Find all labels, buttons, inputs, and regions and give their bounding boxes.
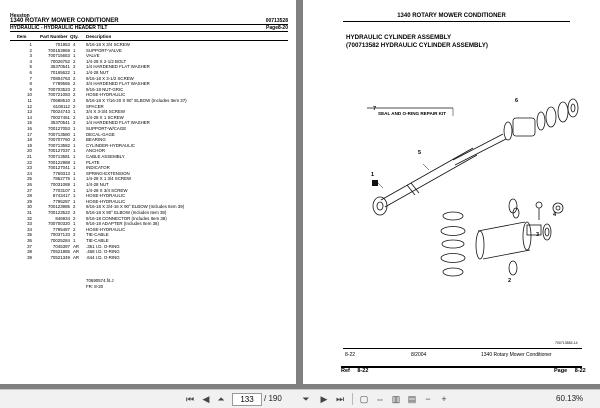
- part-item: 4: [29, 58, 32, 64]
- page-total: / 190: [264, 394, 282, 403]
- zoom-in-button[interactable]: [438, 393, 450, 405]
- part-item: 28: [27, 193, 32, 199]
- brand-name: Hesston: [10, 13, 30, 19]
- part-desc: SUPPORT-VALVE: [86, 47, 122, 53]
- part-desc: .351 I.D. O-RING: [86, 243, 120, 249]
- bottom-page: [554, 368, 586, 374]
- last-page-icon: ⏭: [335, 394, 345, 404]
- part-item: 22: [27, 159, 32, 165]
- part-item: 9: [29, 86, 32, 92]
- part-qty: 2: [73, 103, 76, 109]
- part-item: 20: [27, 148, 32, 154]
- part-qty: 1: [73, 53, 76, 59]
- part-qty: 1: [73, 154, 76, 159]
- part-desc: HOSE-HYDRAULIC: [86, 92, 126, 98]
- part-number: 846934: [55, 215, 70, 221]
- part-item: 1: [29, 42, 32, 47]
- part-qty: AR: [73, 243, 80, 249]
- prev-page-button[interactable]: [200, 393, 212, 405]
- callout-3: 3: [536, 232, 540, 238]
- part-qty: 2: [73, 64, 76, 70]
- part-item: 39: [27, 254, 32, 260]
- part-number: 700703523: [48, 86, 70, 92]
- part-item: 29: [27, 198, 32, 204]
- part-qty: 2: [73, 98, 76, 103]
- part-item: 27: [27, 187, 32, 193]
- part-number: 700123985: [48, 204, 70, 210]
- part-desc: 9/16-18 X 3-1/2 SCREW: [86, 75, 134, 81]
- part-number: 7852775: [52, 176, 70, 182]
- part-number: 700127037: [48, 148, 70, 154]
- part-number: 70804763: [50, 75, 70, 81]
- col-header-part: Part Number: [40, 34, 68, 39]
- part-number: 700713581: [48, 154, 70, 159]
- piston-rod: [373, 134, 506, 215]
- part-desc: CYLINDER-HYDRAULIC: [86, 142, 136, 148]
- callout-6: 6: [515, 98, 519, 104]
- part-desc: 1/4-28 X 3/4 SCREW: [86, 187, 128, 193]
- part-item: 35: [27, 232, 32, 238]
- col-header-desc: Description: [86, 34, 112, 39]
- zoom-out-button[interactable]: [422, 393, 434, 405]
- cylinder-diagram: [303, 0, 600, 384]
- part-desc: 1/4-28 X 1 3/4 SCREW: [86, 176, 132, 182]
- right-page-header: 1340 ROTARY MOWER CONDITIONER: [397, 13, 506, 19]
- single-page-view-button[interactable]: [406, 393, 418, 405]
- part-qty: 1: [73, 47, 76, 53]
- callout-5: 5: [418, 150, 422, 156]
- right-page: [303, 0, 600, 384]
- part-qty: 2: [73, 226, 76, 232]
- part-qty: 4: [73, 42, 76, 47]
- part-item: 33: [27, 221, 32, 227]
- part-desc: HOSE-HYDRAULIC: [86, 193, 126, 199]
- part-desc: 1/4-28 NUT: [86, 70, 109, 75]
- zoom-out-icon: −: [425, 394, 431, 404]
- part-qty: 1: [73, 182, 76, 187]
- part-qty: AR: [73, 254, 80, 260]
- callout-1: 1: [371, 172, 375, 178]
- part-number: 700122988: [48, 159, 70, 165]
- footer-code: 70690574.fit.J: [86, 278, 114, 283]
- figure-ref: 700713582-14: [555, 341, 578, 345]
- col-header-item: Item: [17, 34, 27, 39]
- part-item: 3: [29, 53, 32, 59]
- part-number: 35370541: [50, 64, 70, 70]
- part-number: 700127053: [48, 126, 70, 131]
- first-page-icon: ⏮: [185, 394, 195, 404]
- left-page: [0, 0, 296, 384]
- part-qty: 2: [73, 114, 76, 120]
- part-qty: 2: [73, 232, 76, 238]
- bottom-page-value: 8-22: [574, 368, 586, 374]
- part-item: 32: [27, 215, 32, 221]
- part-number: 70025284: [50, 238, 70, 243]
- page-down-button[interactable]: [300, 393, 312, 405]
- fit-page-button[interactable]: [358, 393, 370, 405]
- callout-7: 7: [373, 106, 377, 112]
- part-desc: SPRING-EXTENSION: [86, 170, 130, 176]
- part-qty: 1: [73, 221, 76, 227]
- part-desc: TIE-CABLE: [86, 232, 109, 238]
- part-item: 13: [27, 109, 32, 115]
- bottom-ref-label: Ref: [341, 368, 350, 374]
- first-page-button[interactable]: [184, 393, 196, 405]
- part-qty: 1: [73, 131, 76, 137]
- part-desc: SUPPORT-W/CAGE: [86, 126, 127, 131]
- part-qty: 1: [73, 70, 76, 75]
- part-desc: PLATE: [86, 159, 100, 165]
- part-qty: 1: [73, 148, 76, 154]
- part-number: 7795287: [52, 198, 70, 204]
- part-number: 700700320: [48, 221, 70, 227]
- part-qty: 1: [73, 238, 76, 243]
- part-desc: HOSE-HYDRAULIC: [86, 198, 126, 204]
- part-item: 10: [27, 92, 32, 98]
- part-item: 12: [27, 103, 32, 109]
- bottom-ref-value: 8-22: [357, 368, 369, 374]
- part-number: 7703107: [52, 187, 70, 193]
- part-qty: 1: [73, 187, 76, 193]
- part-item: 18: [27, 137, 32, 143]
- part-qty: 2: [73, 204, 76, 210]
- part-desc: 9/16-18 X 3/4-16 X 90° ELBOW (Includes Item 39): [86, 204, 185, 210]
- part-number: 6108112: [53, 103, 70, 109]
- part-number: 700721083: [48, 92, 70, 98]
- viewer-toolbar: [0, 389, 600, 408]
- footer-fr: FR: 8-20: [86, 284, 104, 289]
- part-qty: 2: [73, 137, 76, 143]
- part-number: 70027461: [50, 114, 70, 120]
- part-number: 8743417: [52, 193, 70, 199]
- part-qty: 1: [73, 126, 76, 131]
- part-desc: 1/4-28 X 1 SCREW: [86, 114, 124, 120]
- part-number: 70165622: [50, 70, 70, 75]
- part-qty: 2: [73, 58, 76, 64]
- part-desc: 9/16-18 NUT-GRIC: [86, 86, 124, 92]
- part-desc: VALVE: [86, 53, 100, 59]
- part-desc: CABLE ASSEMBLY: [86, 154, 125, 159]
- kit-label: SEAL AND O-RING REPAIR KIT: [378, 111, 447, 116]
- document-number: 00713528: [265, 18, 288, 24]
- part-number: 70037133: [50, 232, 70, 238]
- part-number: 700127041: [48, 165, 70, 171]
- next-page-icon: ▶: [320, 394, 328, 404]
- page-title: 1340 ROTARY MOWER CONDITIONER: [10, 18, 119, 24]
- section-subtitle: HYDRAULIC - HYDRAULIC HEADER TILT: [10, 25, 108, 31]
- part-qty: 1: [73, 170, 76, 176]
- part-item: 11: [27, 98, 32, 103]
- bottom-page-label: Page: [554, 368, 568, 374]
- part-item: 6: [29, 70, 32, 75]
- zoom-in-icon: +: [441, 394, 447, 404]
- single-page-icon: ▤: [407, 394, 417, 404]
- part-desc: INDICATOR: [86, 165, 110, 171]
- part-desc: .468 I.D. O-RING: [86, 249, 120, 255]
- last-page-button[interactable]: [334, 393, 346, 405]
- part-qty: 1: [73, 109, 76, 115]
- part-item: 5: [29, 64, 32, 70]
- part-number: 700713582: [48, 142, 70, 148]
- part-number: 701953: [55, 42, 70, 47]
- part-item: 36: [27, 238, 32, 243]
- two-page-icon: ▥: [391, 394, 401, 404]
- part-desc: 9/16-18 X 7/16-20 X 90° ELBOW (Includes Item 37): [86, 98, 187, 103]
- part-item: 21: [27, 154, 32, 159]
- part-qty: 2: [73, 81, 76, 87]
- page-up-button[interactable]: [215, 393, 227, 405]
- part-item: 37: [27, 243, 32, 249]
- part-number: 70024743: [50, 109, 70, 115]
- part-number: 70031089: [50, 182, 70, 187]
- part-qty: 1: [73, 159, 76, 165]
- part-qty: 2: [73, 86, 76, 92]
- part-qty: 2: [73, 75, 76, 81]
- o-rings: [509, 199, 519, 275]
- part-qty: AR: [73, 249, 80, 255]
- part-item: 2: [29, 47, 32, 53]
- part-number: 700715653: [48, 53, 70, 59]
- part-desc: 9/16-18 ADAPTER (Includes Item 38): [86, 221, 159, 227]
- part-number: 70688510: [50, 98, 70, 103]
- part-desc: 1/4 HARDENED FLAT WASHER: [86, 120, 150, 126]
- part-item: 15: [27, 120, 32, 126]
- part-qty: 2: [73, 210, 76, 215]
- part-desc: .644 I.D. O-RING: [86, 254, 120, 260]
- part-item: 30: [27, 204, 32, 210]
- part-number: 70521885: [50, 249, 70, 255]
- page-ref: Page8-20: [266, 25, 288, 31]
- footer-name: 1340 Rotary Mower Conditioner: [481, 352, 552, 358]
- part-qty: 2: [73, 92, 76, 98]
- part-desc: SPACER: [86, 103, 104, 109]
- part-item: 7: [29, 75, 32, 81]
- part-item: 25: [27, 176, 32, 182]
- part-qty: 2: [73, 215, 76, 221]
- part-qty: 1: [73, 176, 76, 182]
- part-number: 70521349: [50, 254, 70, 260]
- part-number: 700707760: [48, 137, 70, 143]
- page-up-icon: ⏶: [217, 394, 225, 404]
- part-item: 17: [27, 131, 32, 137]
- part-number: 7769313: [52, 170, 70, 176]
- next-page-button[interactable]: [318, 393, 330, 405]
- part-item: 19: [27, 142, 32, 148]
- fit-width-icon: ⇔: [375, 394, 385, 404]
- part-item: 23: [27, 165, 32, 171]
- zoom-level[interactable]: 60.13%: [556, 394, 584, 403]
- callout-4: 4: [553, 212, 557, 218]
- part-desc: HOSE-HYDRAULIC: [86, 226, 126, 232]
- part-qty: 2: [73, 120, 76, 126]
- part-item: 14: [27, 114, 32, 120]
- part-number: 70026752: [50, 58, 70, 64]
- part-qty: 1: [73, 193, 76, 199]
- assembly-number: (700713582 HYDRAULIC CYLINDER ASSEMBLY): [346, 42, 488, 49]
- part-desc: 1/4-28 X 2-1/2 BOLT: [86, 58, 127, 64]
- part-qty: 1: [73, 198, 76, 204]
- callout-2: 2: [508, 278, 512, 284]
- page-down-icon: ⏷: [302, 394, 310, 404]
- part-qty: 1: [73, 165, 76, 171]
- part-desc: 3/4 X 3-3/4 SCREW: [86, 109, 126, 115]
- part-number: 700153969: [48, 47, 70, 53]
- part-number: Y789565: [52, 81, 70, 87]
- part-item: 24: [27, 170, 32, 176]
- fit-page-icon: ▢: [359, 394, 369, 404]
- part-item: 38: [27, 249, 32, 255]
- footer-page: 8-22: [345, 352, 356, 358]
- part-item: 16: [27, 126, 32, 131]
- col-header-qty: Qty.: [70, 34, 79, 39]
- part-item: 26: [27, 182, 32, 187]
- part-number: 700123522: [48, 210, 70, 215]
- part-desc: 1/4 HARDENED FLAT WASHER: [86, 64, 150, 70]
- footer-date: 8/2004: [411, 352, 427, 358]
- part-desc: BEARING: [86, 137, 106, 143]
- assembly-title: HYDRAULIC CYLINDER ASSEMBLY: [346, 34, 452, 41]
- part-desc: 1/4-28 NUT: [86, 182, 109, 187]
- fit-width-button[interactable]: [374, 393, 386, 405]
- page-number-input[interactable]: [232, 393, 262, 406]
- part-desc: ANCHOR: [86, 148, 106, 154]
- part-number: 35370541: [50, 120, 70, 126]
- part-number: 7045397: [52, 243, 70, 249]
- part-desc: 9/16-18 X 3/4 SCREW: [86, 42, 130, 47]
- part-qty: 1: [73, 142, 76, 148]
- part-desc: 9/16-18 CONNECTOR (Includes Item 38): [86, 215, 167, 221]
- part-number: 700713580: [48, 131, 70, 137]
- part-desc: 3/4 HARDENED FLAT WASHER: [86, 81, 150, 87]
- part-number: 7795487: [52, 226, 70, 232]
- cylinder-barrel: [476, 202, 563, 259]
- gland-parts: [504, 99, 578, 140]
- bottom-ref: [341, 368, 368, 374]
- prev-page-icon: ◀: [202, 394, 210, 404]
- part-item: 34: [27, 226, 32, 232]
- part-desc: TIE-CABLE: [86, 238, 109, 243]
- part-desc: DECAL-GAGE: [86, 131, 115, 137]
- part-item: 31: [27, 210, 32, 215]
- part-desc: 9/16-18 X 90° ELBOW (Includes Item 39): [86, 210, 167, 215]
- two-page-view-button[interactable]: [390, 393, 402, 405]
- part-item: 8: [29, 81, 32, 87]
- seal-stack: [441, 212, 465, 276]
